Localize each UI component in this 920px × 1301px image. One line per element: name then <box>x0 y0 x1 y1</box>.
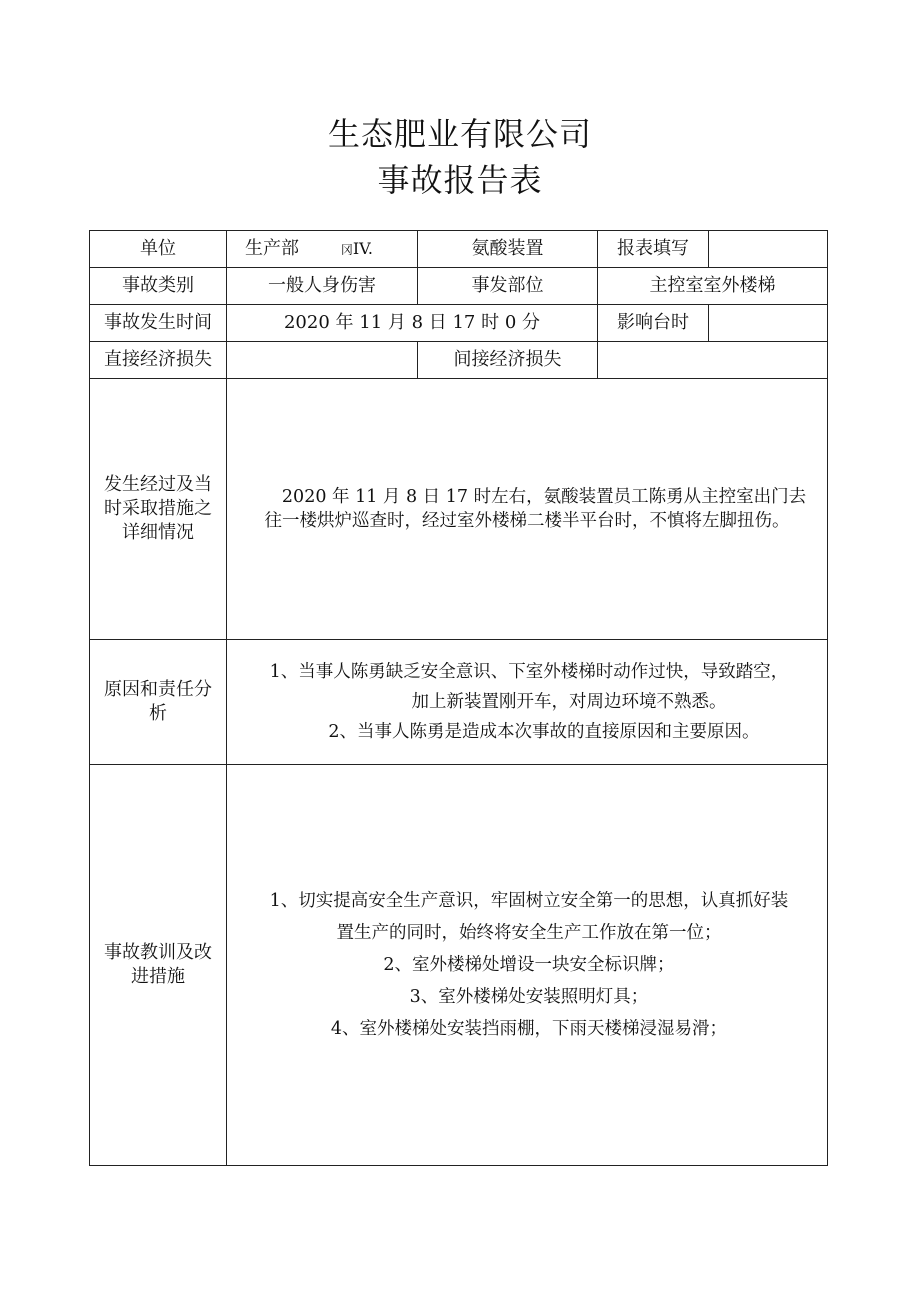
report-fill-value <box>709 231 828 268</box>
table-row <box>90 231 828 268</box>
lesson-line: 4、室外楼梯处安装挡雨棚，下雨天楼梯浸湿易滑； <box>330 1019 728 1039</box>
table-row <box>90 640 828 765</box>
company-title: 生态肥业有限公司 <box>327 115 592 153</box>
unit-value: 生产部 <box>245 238 299 259</box>
unit-mark <box>341 237 373 262</box>
table-row <box>90 305 828 342</box>
lesson-line: 2、室外楼梯处增设一块安全标识牌； <box>383 955 675 975</box>
accident-report-table <box>89 230 828 1166</box>
table-row <box>90 342 828 379</box>
unit-mark-glyph: 冈 <box>340 243 353 257</box>
process-label-line: 时采取措施之 <box>104 498 212 519</box>
unit-mark-roman: IV. <box>352 239 373 258</box>
cause-label <box>90 640 227 765</box>
lesson-line: 置生产的同时，始终将安全生产工作放在第一位； <box>336 923 722 943</box>
time-label: 事故发生时间 <box>90 305 227 342</box>
lesson-measures <box>227 765 828 1166</box>
cause-line: 2、当事人陈勇是造成本次事故的直接原因和主要原因。 <box>328 722 760 742</box>
location-label: 事发部位 <box>418 268 598 305</box>
location-value: 主控室室外楼梯 <box>598 268 828 305</box>
impact-value <box>709 305 828 342</box>
time-value: 2020 年 11 月 8 日 17 时 0 分 <box>227 305 598 342</box>
cause-label-line: 原因和责任分 <box>104 679 212 700</box>
process-label-line: 详细情况 <box>122 522 194 543</box>
process-label-line: 发生经过及当 <box>104 474 212 495</box>
unit-cell <box>227 231 418 268</box>
unit-label: 单位 <box>90 231 227 268</box>
process-description <box>227 379 828 640</box>
impact-label: 影响台时 <box>598 305 709 342</box>
cause-line: 1、当事人陈勇缺乏安全意识、下室外楼梯时动作过快，导致踏空， <box>269 662 789 682</box>
process-line: 2020 年 11 月 8 日 17 时左右，氨酸装置员工陈勇从主控室出门去 <box>281 487 807 507</box>
cause-line: 加上新装置刚开车，对周边环境不熟悉。 <box>411 692 727 712</box>
accident-type-value: 一般人身伤害 <box>227 268 418 305</box>
indirect-loss-value <box>598 342 828 379</box>
lesson-line: 3、室外楼梯处安装照明灯具； <box>409 987 649 1007</box>
indirect-loss-label: 间接经济损失 <box>418 342 598 379</box>
process-line: 往一楼烘炉巡查时，经过室外楼梯二楼半平台时，不慎将左脚扭伤。 <box>264 511 790 531</box>
table-row <box>90 268 828 305</box>
direct-loss-value <box>227 342 418 379</box>
lesson-label-line: 进措施 <box>131 966 185 987</box>
report-fill-label: 报表填写 <box>598 231 709 268</box>
accident-type-label: 事故类别 <box>90 268 227 305</box>
lesson-label-line: 事故教训及改 <box>104 942 212 963</box>
direct-loss-label: 直接经济损失 <box>90 342 227 379</box>
cause-analysis <box>227 640 828 765</box>
cause-label-line: 析 <box>149 703 167 724</box>
table-row <box>90 765 828 1166</box>
table-row <box>90 379 828 640</box>
process-label <box>90 379 227 640</box>
lesson-label <box>90 765 227 1166</box>
device-value: 氨酸装置 <box>418 231 598 268</box>
form-title: 事故报告表 <box>377 161 543 199</box>
lesson-line: 1、切实提高安全生产意识，牢固树立安全第一的思想，认真抓好装 <box>269 891 789 911</box>
